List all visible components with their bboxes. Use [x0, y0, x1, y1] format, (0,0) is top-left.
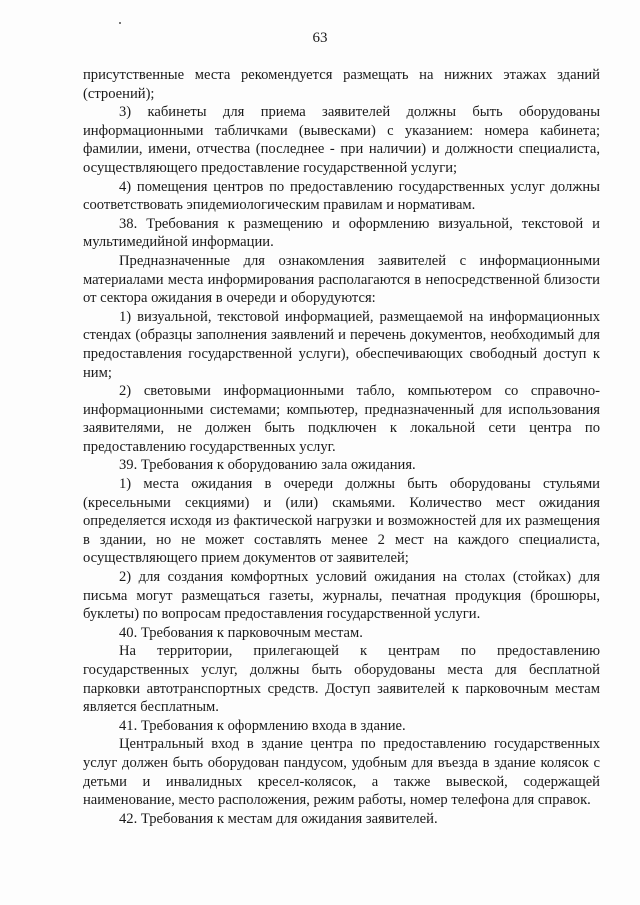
paragraph-item-1-stands: 1) визуальной, текстовой информацией, размещаемой на информационных стендах (образцы заполнения заявлений и перечень документов, необходимый для предоставления государственной услуги), обеспечивающих свободный доступ к ним;: [83, 308, 600, 381]
paragraph-section-42: 42. Требования к местам для ожидания заявителей.: [119, 810, 438, 827]
paragraph-section-40: 40. Требования к парковочным местам.: [119, 624, 363, 641]
document-body: [83, 66, 600, 828]
paragraph-info-places: Предназначенные для ознакомления заявителей с информационными материалами места информирования располагаются в непосредственной близости от сектора ожидания в очереди и оборудуются:: [83, 252, 600, 307]
paragraph-section-41: 41. Требования к оформлению входа в здание.: [119, 717, 406, 734]
paragraph-item-4-premises: 4) помещения центров по предоставлению государственных услуг должны соответствовать эпидемиологическим правилам и нормативам.: [83, 178, 600, 214]
paragraph-entrance: Центральный вход в здание центра по предоставлению государственных услуг должен быть оборудован пандусом, удобным для въезда в здание колясок с детьми и инвалидных кресел-колясок, а также вывеской, содержащей наименование, место расположения, режим работы, номер телефона для справок.: [83, 736, 600, 809]
paragraph-item-2-displays: 2) световыми информационными табло, компьютером со справочно-информационными системами; компьютер, предназначенный для использования заявителями, не должен быть подключен к локальной сети центра по предоставлению государственных услуг.: [83, 383, 600, 455]
page-number: 63: [312, 30, 328, 46]
paragraph-item-3-cabinets: 3) кабинеты для приема заявителей должны быть оборудованы информационными табличками (вывесками) с указанием: номера кабинета; фамилии, имени, отчества (последнее - при наличии) и должности специалиста, осуществляющего предоставление государственной услуги;: [83, 104, 600, 176]
paragraph-item-1-waiting-seats: 1) места ожидания в очереди должны быть оборудованы стульями (кресельными секциями) и (или) скамьями. Количество мест ожидания определяется исходя из фактической нагрузки и возможностей для их размещения в здании, но не может составлять менее 2 мест на каждого специалиста, осуществляющего прием документов от заявителей;: [83, 476, 600, 567]
paragraph-section-39: 39. Требования к оборудованию зала ожидания.: [119, 457, 416, 474]
paragraph-item-2-print-materials: 2) для создания комфортных условий ожидания на столах (стойках) для письма могут размещаться газеты, журналы, печатная продукция (брошюры, буклеты) по вопросам предоставления государственной услуги.: [83, 569, 600, 623]
scan-artifact: [119, 22, 121, 24]
paragraph-parking: На территории, прилегающей к центрам по предоставлению государственных услуг, должны быть оборудованы места для бесплатной парковки автотранспортных средств. Доступ заявителей к парковочным местам является бесплатным.: [83, 643, 600, 716]
paragraph-continuation: присутственные места рекомендуется размещать на нижних этажах зданий (строений);: [83, 67, 600, 102]
paragraph-section-38: 38. Требования к размещению и оформлению визуальной, текстовой и мультимедийной информации.: [83, 215, 600, 251]
